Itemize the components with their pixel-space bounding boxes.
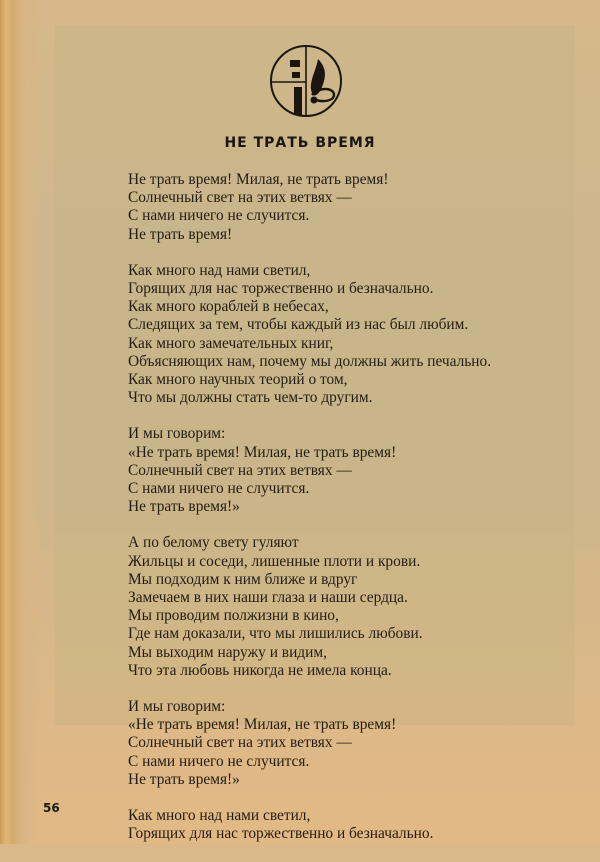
poem-body: [128, 171, 491, 862]
poem-line: Как много над нами светил,: [128, 807, 311, 825]
poem-line: Не трать время!»: [128, 498, 240, 516]
poem-line: С нами ничего не случится.: [128, 480, 310, 498]
poem-line: Мы подходим к ним ближе и вдруг: [128, 570, 358, 588]
poem-line: Не трать время!»: [128, 770, 240, 788]
music-note-emblem-icon: [268, 43, 344, 119]
poem-line: Как много над нами светил,: [128, 261, 311, 279]
poem-line: И мы говорим:: [128, 425, 226, 443]
stanza: [128, 425, 491, 516]
poem-line: Жильцы и соседи, лишенные плоти и крови.: [128, 552, 421, 570]
poem-title: НЕ ТРАТЬ ВРЕМЯ: [224, 135, 376, 151]
stanza: [128, 262, 491, 408]
poem-line: Мы выходим наружу и видим,: [128, 643, 327, 661]
poem-line: Как много научных теорий о том,: [128, 371, 348, 389]
poem-line: Как много замечательных книг,: [128, 334, 334, 352]
poem-line: Следящих за тем, чтобы каждый из нас был любим.: [128, 316, 469, 334]
poem-line: Горящих для нас торжественно и безначально.: [128, 825, 434, 843]
poem-line: Объясняющих нам, почему мы должны жить печально.: [128, 352, 492, 370]
poem-line: Солнечный свет на этих ветвях —: [128, 734, 352, 752]
stanza: [128, 698, 491, 789]
stanza: [128, 171, 491, 244]
poem-line: «Не трать время! Милая, не трать время!: [128, 716, 397, 734]
poem-line: Не трать время! Милая, не трать время!: [128, 171, 389, 188]
poem-line: И мы говорим:: [128, 698, 226, 716]
poem-line: А по белому свету гуляют: [128, 534, 299, 552]
poem-line: Где нам доказали, что мы лишились любови.: [128, 625, 423, 643]
poem-line: Солнечный свет на этих ветвях —: [128, 189, 352, 207]
page-number: 56: [43, 801, 60, 815]
poem-line: Мы проводим полжизни в кино,: [128, 607, 339, 625]
poem-line: Горящих для нас торжественно и безначально.: [128, 280, 434, 298]
poem-line: Солнечный свет на этих ветвях —: [128, 461, 352, 479]
poem-line: Как много кораблей в небесах,: [128, 298, 329, 316]
poem-line: «Не трать время! Милая, не трать время!: [128, 443, 397, 461]
poem-line: С нами ничего не случится.: [128, 207, 310, 225]
stanza: [128, 534, 491, 680]
poem-line: Что эта любовь никогда не имела конца.: [128, 661, 392, 679]
poem-line: Что мы должны стать чем-то другим.: [128, 389, 373, 407]
poem-line: Замечаем в них наши глаза и наши сердца.: [128, 589, 408, 607]
stanza: [128, 807, 491, 843]
poem-line: Не трать время!: [128, 225, 233, 243]
poem-line: С нами ничего не случится.: [128, 752, 310, 770]
